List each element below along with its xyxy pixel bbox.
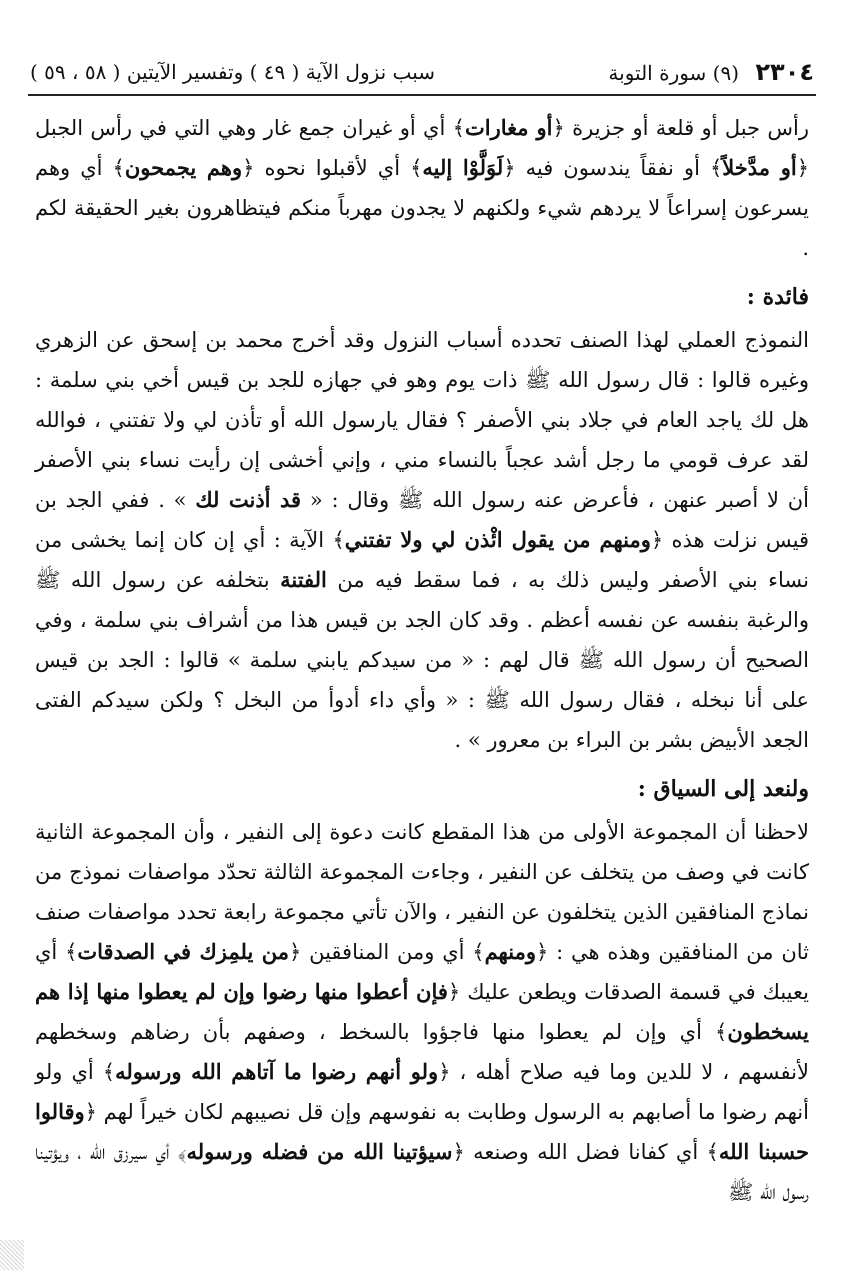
heading-context: ولنعد إلى السياق : <box>637 776 809 802</box>
page-body <box>35 108 809 1212</box>
page-number: ٢٣٠٤ <box>755 58 814 86</box>
paragraph-3: لاحظنا أن المجموعة الأولى من هذا المقطع كانت دعوة إلى النفير ، وأن المجموعة الثانية كانت في وصف من يتخلف عن النفير ، وجاءت المجموعة الثالثة تحدّد مواصفات نموذج من نماذج المنافقين الذين يتخلفون عن النفير ، والآن تأتي مجموعة رابعة تحدد مواصفات صنف ثان من المنافقين وهذه هي : ﴿ومنهم﴾ أي ومن المنافقين ﴿من يلمِزك في الصدقات﴾ أي يعيبك في قسمة الصدقات ويطعن عليك ﴿فإن أعطوا منها رضوا وإن لم يعطوا منها إذا هم يسخطون﴾ أي وإن لم يعطوا منها فاجؤوا بالسخط ، وصفهم بأن رضاهم وسخطهم لأنفسهم ، لا للدين وما فيه صلاح أهله ، ﴿ولو أنهم رضوا ما آتاهم الله ورسوله﴾ أي ولو أنهم رضوا ما أصابهم به الرسول وطابت به نفوسهم وإن قل نصيبهم لكان خيراً لهم ﴿وقالوا حسبنا الله﴾ أي كفانا فضل الله وصنعه ﴿سيؤتينا الله من فضله ورسوله﴾ أي سيرزق الله ، ويؤتينا رسول الله ﷺ <box>35 820 809 1204</box>
paragraph-1: رأس جبل أو قلعة أو جزيرة ﴿أو مغارات﴾ أي أو غيران جمع غار وهي التي في رأس الجبل ﴿أو مدَّخلاً﴾ أو نفقاً يندسون فيه ﴿لَوَلَّوْا إليه﴾ أي لأقبلوا نحوه ﴿وهم يجمحون﴾ أي وهم يسرعون إسراعاً لا يردهم شيء ولكنهم لا يجدون مهرباً منكم فيتظاهرون بغير الحقيقة لكم . <box>35 115 810 260</box>
header-right <box>608 58 814 86</box>
scan-artifact <box>0 1240 24 1270</box>
header-rule <box>28 94 816 96</box>
surah-title: (٩) سورة التوبة <box>608 61 740 85</box>
section-title: سبب نزول الآية ( ٤٩ ) وتفسير الآيتين ( ٥٨ ، ٥٩ ) <box>30 60 435 84</box>
running-header <box>30 52 814 92</box>
heading-faida: فائدة : <box>746 284 809 310</box>
paragraph-2: النموذج العملي لهذا الصنف تحدده أسباب النزول وقد أخرج محمد بن إسحق عن الزهري وغيره قالوا : قال رسول الله ﷺ ذات يوم وهو في جهازه للجد بن قيس أخي بني سلمة : هل لك ياجد العام في جلاد بني الأصفر ؟ فقال يارسول الله أو تأذن لي ولا تفتني ، فوالله لقد عرف قومي ما رجل أشد عجباً بالنساء مني ، وإني أخشى إن رأيت نساء بني الأصفر أن لا أصبر عنهن ، فأعرض عنه رسول الله ﷺ وقال : « قد أذنت لك » . ففي الجد بن قيس نزلت هذه ﴿ومنهم من يقول ائْذن لي ولا تفتني﴾ الآية : أي إن كان إنما يخشى من نساء بني الأصفر وليس ذلك به ، فما سقط فيه من الفتنة بتخلفه عن رسول الله ﷺ والرغبة بنفسه عن نفسه أعظم . وقد كان الجد بن قيس هذا من أشراف بني سلمة ، وفي الصحيح أن رسول الله ﷺ قال لهم : « من سيدكم يابني سلمة » قالوا : الجد بن قيس على أنا نبخله ، فقال رسول الله ﷺ : « وأي داء أدوأ من البخل ؟ ولكن سيدكم الفتى الجعد الأبيض بشر بن البراء بن معرور » . <box>35 328 809 752</box>
